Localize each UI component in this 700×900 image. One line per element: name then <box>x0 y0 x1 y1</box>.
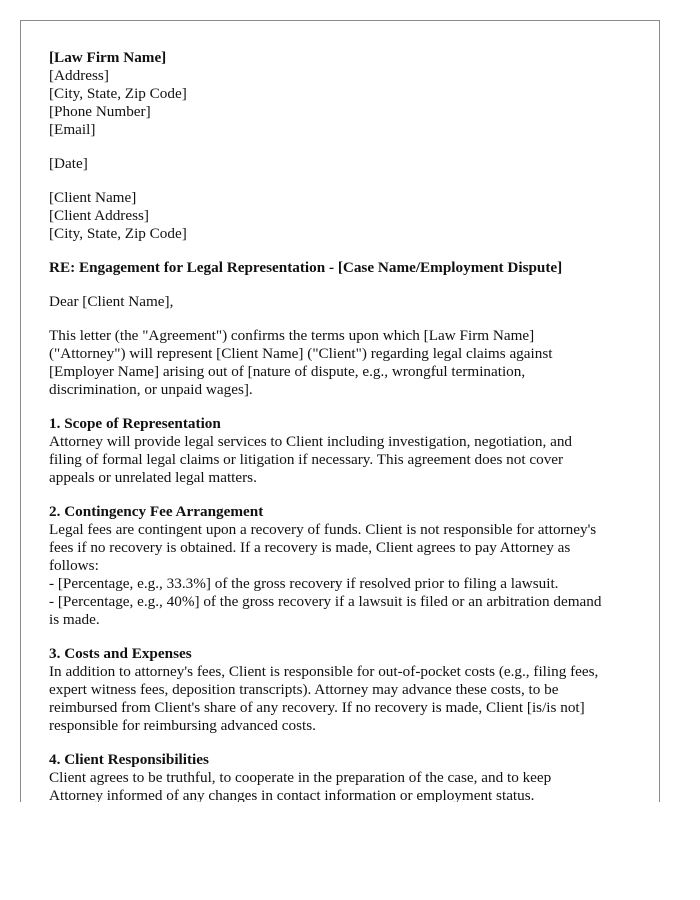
section-line: In addition to attorney's fees, Client is responsible for out-of-pocket costs (e.g., filing fees, <box>49 663 599 680</box>
sender-firm-name: [Law Firm Name] <box>49 49 167 66</box>
sender-phone: [Phone Number] <box>49 103 151 120</box>
section-line: expert witness fees, deposition transcripts). Attorney may advance these costs, to be <box>49 681 559 698</box>
section-scope <box>49 415 639 487</box>
intro-line: ("Attorney") will represent [Client Name] ("Client") regarding legal claims against <box>49 345 553 362</box>
section-costs-expenses <box>49 645 639 735</box>
section-line: Client agrees to be truthful, to cooperate in the preparation of the case, and to keep <box>49 769 552 786</box>
section-line: - [Percentage, e.g., 40%] of the gross recovery if a lawsuit is filed or an arbitration demand <box>49 593 602 610</box>
recipient-city-state-zip: [City, State, Zip Code] <box>49 225 187 242</box>
letter-page <box>20 20 660 802</box>
section-line: Attorney will provide legal services to Client including investigation, negotiation, and <box>49 433 573 450</box>
section-heading: 2. Contingency Fee Arrangement <box>49 503 264 520</box>
recipient-name: [Client Name] <box>49 189 137 206</box>
section-line: filing of formal legal claims or litigation if necessary. This agreement does not cover <box>49 451 564 468</box>
section-line: responsible for reimbursing advanced costs. <box>49 717 316 734</box>
subject-line: RE: Engagement for Legal Representation - [Case Name/Employment Dispute] <box>49 259 563 276</box>
recipient-block <box>49 189 639 243</box>
sender-city-state-zip: [City, State, Zip Code] <box>49 85 187 102</box>
sender-block <box>49 49 639 139</box>
section-line: follows: <box>49 557 99 574</box>
recipient-address: [Client Address] <box>49 207 149 224</box>
sender-email: [Email] <box>49 121 96 138</box>
intro-line: discrimination, or unpaid wages]. <box>49 381 253 398</box>
section-heading: 4. Client Responsibilities <box>49 751 209 768</box>
section-line: Attorney informed of any changes in contact information or employment status. <box>49 787 535 802</box>
salutation: Dear [Client Name], <box>49 293 174 310</box>
sender-address: [Address] <box>49 67 109 84</box>
letter-body <box>49 49 639 802</box>
letter-date: [Date] <box>49 155 88 172</box>
section-line: is made. <box>49 611 100 628</box>
section-line: appeals or unrelated legal matters. <box>49 469 257 486</box>
intro-line: [Employer Name] arising out of [nature of dispute, e.g., wrongful termination, <box>49 363 526 380</box>
section-heading: 3. Costs and Expenses <box>49 645 192 662</box>
section-line: reimbursed from Client's share of any recovery. If no recovery is made, Client [is/is not] <box>49 699 585 716</box>
section-client-responsibilities <box>49 751 639 802</box>
section-heading: 1. Scope of Representation <box>49 415 221 432</box>
intro-line: This letter (the "Agreement") confirms the terms upon which [Law Firm Name] <box>49 327 535 344</box>
section-contingency-fee <box>49 503 639 629</box>
section-line: Legal fees are contingent upon a recovery of funds. Client is not responsible for attorney's <box>49 521 597 538</box>
section-line: - [Percentage, e.g., 33.3%] of the gross recovery if resolved prior to filing a lawsuit. <box>49 575 559 592</box>
intro-paragraph <box>49 327 639 399</box>
section-line: fees if no recovery is obtained. If a recovery is made, Client agrees to pay Attorney as <box>49 539 571 556</box>
